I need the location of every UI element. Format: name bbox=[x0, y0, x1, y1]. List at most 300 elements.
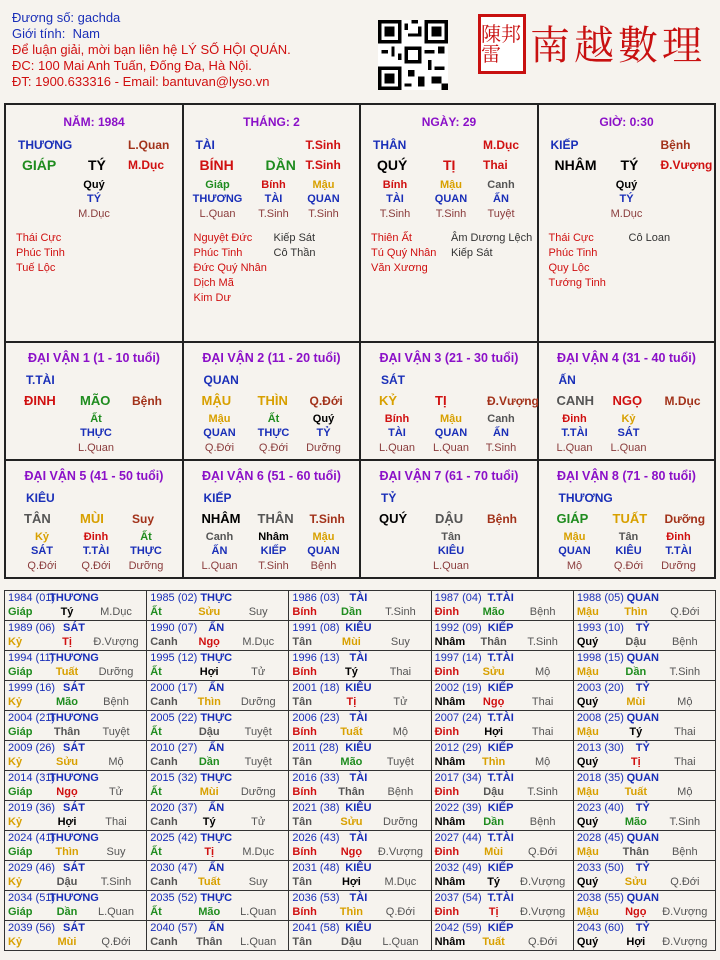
dai-van-stem: KỶ bbox=[379, 393, 398, 408]
year-stem: Tân bbox=[292, 876, 312, 888]
hidden-ten-god: TÀI bbox=[386, 193, 404, 205]
year-label: 1998 (15) bbox=[576, 652, 624, 664]
pillar-branch-stage: T.Sinh bbox=[305, 158, 341, 172]
year-ten-god: QUAN bbox=[626, 832, 660, 844]
year-cell[interactable] bbox=[147, 591, 289, 621]
pillar-branch: DẦN bbox=[265, 157, 296, 173]
hidden-stem: Ất bbox=[90, 413, 102, 425]
dai-van-branch: DẬU bbox=[435, 511, 464, 526]
year-branch: Dần bbox=[625, 666, 647, 678]
hidden-ten-god: KIÊU bbox=[437, 545, 465, 557]
annual-row bbox=[5, 681, 716, 711]
year-cell[interactable] bbox=[432, 861, 574, 891]
year-cell[interactable] bbox=[5, 801, 147, 831]
year-cell[interactable] bbox=[289, 711, 431, 741]
year-ten-god: TÀI bbox=[349, 832, 368, 844]
year-ten-god: KIÊU bbox=[345, 742, 372, 754]
dai-van-title: ĐẠI VẬN 3 (21 - 30 tuổi) bbox=[379, 351, 519, 365]
year-cell[interactable] bbox=[574, 741, 716, 771]
year-stem: Tân bbox=[292, 756, 312, 768]
year-ten-god: KIÊU bbox=[345, 862, 372, 874]
year-label: 1997 (14) bbox=[434, 652, 482, 664]
year-cell[interactable] bbox=[147, 801, 289, 831]
year-cell[interactable] bbox=[574, 591, 716, 621]
year-cell[interactable] bbox=[147, 921, 289, 951]
year-branch: Ngọ bbox=[56, 786, 78, 798]
year-cell[interactable] bbox=[5, 831, 147, 861]
year-branch: Sửu bbox=[198, 606, 221, 618]
dai-van-ten-god: ẤN bbox=[558, 373, 576, 387]
year-ten-god: TỶ bbox=[635, 682, 650, 694]
year-ten-god: TÀI bbox=[349, 892, 368, 904]
dai-van-stage: Đ.Vượng bbox=[487, 394, 539, 408]
dai-van-title: ĐẠI VẬN 8 (71 - 80 tuổi) bbox=[557, 469, 696, 483]
dai-van-3 bbox=[361, 343, 539, 461]
year-branch: Tuất bbox=[198, 876, 221, 888]
year-stage: Bệnh bbox=[529, 606, 556, 618]
hidden-ten-god: TÝ bbox=[619, 193, 634, 205]
year-branch: Mùi bbox=[199, 786, 219, 798]
year-ten-god: THỰC bbox=[200, 712, 233, 724]
year-label: 1988 (05) bbox=[576, 592, 624, 604]
year-branch: Tý bbox=[629, 726, 643, 738]
year-cell[interactable] bbox=[289, 651, 431, 681]
year-ten-god: KIẾP bbox=[487, 742, 514, 754]
year-cell[interactable] bbox=[289, 591, 431, 621]
hidden-ten-god: KIẾP bbox=[260, 545, 287, 557]
stars-left bbox=[371, 231, 436, 276]
year-branch: Dậu bbox=[56, 876, 78, 888]
hidden-stem: Quý bbox=[312, 413, 335, 425]
annual-row bbox=[5, 741, 716, 771]
hidden-stem: Mậu bbox=[563, 531, 586, 543]
dai-van-8 bbox=[539, 461, 717, 579]
dai-van-title: ĐẠI VẬN 1 (1 - 10 tuổi) bbox=[28, 351, 160, 365]
year-stem: Bính bbox=[292, 906, 317, 918]
year-stem: Kỷ bbox=[8, 636, 23, 648]
star-item: Quy Lộc bbox=[548, 262, 590, 274]
year-label: 2011 (28) bbox=[292, 742, 339, 754]
hidden-stem: Quý bbox=[83, 179, 105, 191]
year-ten-god: THƯƠNG bbox=[49, 892, 99, 904]
dai-van-4 bbox=[539, 343, 717, 461]
year-label: 1989 (06) bbox=[8, 622, 56, 634]
hidden-ten-god: THỰC bbox=[130, 545, 162, 557]
year-branch: Tý bbox=[202, 816, 216, 828]
annual-row bbox=[5, 831, 716, 861]
year-label: 2039 (56) bbox=[8, 922, 56, 934]
year-label: 1990 (07) bbox=[150, 622, 198, 634]
hidden-ten-god: KIÊU bbox=[615, 545, 642, 557]
year-branch: Tị bbox=[346, 696, 357, 708]
year-cell[interactable] bbox=[147, 891, 289, 921]
year-cell[interactable] bbox=[147, 711, 289, 741]
year-cell[interactable] bbox=[432, 831, 574, 861]
year-stem: Bính bbox=[292, 726, 317, 738]
year-cell[interactable] bbox=[289, 771, 431, 801]
year-branch: Tị bbox=[204, 846, 215, 858]
year-branch: Ngọ bbox=[198, 636, 220, 648]
year-ten-god: TỶ bbox=[635, 802, 650, 814]
year-label: 1993 (10) bbox=[576, 622, 624, 634]
year-stem: Quý bbox=[576, 816, 599, 828]
year-branch: Sửu bbox=[340, 816, 363, 828]
year-label: 2036 (53) bbox=[292, 892, 340, 904]
year-label: 2024 (41) bbox=[8, 832, 56, 844]
year-label: 1984 (01) bbox=[8, 592, 56, 604]
year-cell[interactable] bbox=[574, 711, 716, 741]
hidden-ten-god: QUAN bbox=[307, 193, 340, 205]
year-ten-god: KIÊU bbox=[345, 802, 372, 814]
star-item: Kiếp Sát bbox=[451, 247, 493, 259]
year-stage: Tuyệt bbox=[102, 726, 130, 738]
year-stage: Tuyệt bbox=[386, 756, 414, 768]
year-branch: Thân bbox=[53, 726, 81, 738]
year-branch: Tuất bbox=[340, 726, 363, 738]
year-branch: Mão bbox=[56, 696, 78, 708]
year-cell[interactable] bbox=[432, 921, 574, 951]
year-stage: Dưỡng bbox=[240, 696, 276, 708]
year-label: 1995 (12) bbox=[150, 652, 198, 664]
year-ten-god: QUAN bbox=[626, 712, 660, 724]
hidden-stem: Mậu bbox=[440, 413, 462, 425]
stars-right bbox=[629, 231, 671, 246]
year-label: 1994 (11) bbox=[8, 652, 55, 664]
year-stage: Mộ bbox=[392, 726, 409, 738]
year-stage: Dưỡng bbox=[98, 666, 134, 678]
year-ten-god: QUAN bbox=[626, 592, 660, 604]
hidden-stage: Q.Đới bbox=[258, 442, 289, 454]
year-stem: Tân bbox=[292, 696, 312, 708]
year-ten-god: SÁT bbox=[63, 742, 85, 754]
year-stem: Đinh bbox=[434, 726, 460, 738]
year-cell[interactable] bbox=[574, 801, 716, 831]
year-ten-god: THƯƠNG bbox=[49, 592, 99, 604]
year-cell[interactable] bbox=[289, 621, 431, 651]
year-cell[interactable] bbox=[5, 621, 147, 651]
year-label: 2001 (18) bbox=[292, 682, 340, 694]
year-cell[interactable] bbox=[289, 681, 431, 711]
dai-van-ten-god: QUAN bbox=[203, 373, 239, 387]
year-cell[interactable] bbox=[574, 621, 716, 651]
year-cell[interactable] bbox=[574, 651, 716, 681]
annual-row bbox=[5, 621, 716, 651]
year-cell[interactable] bbox=[574, 771, 716, 801]
year-cell[interactable] bbox=[147, 681, 289, 711]
year-branch: Tuất bbox=[624, 786, 648, 798]
dai-van-2 bbox=[184, 343, 362, 461]
year-stage: Thai bbox=[674, 726, 696, 738]
hidden-stage: Dưỡng bbox=[661, 560, 696, 572]
stars-left bbox=[16, 231, 65, 276]
dai-van-stem: NHÂM bbox=[201, 511, 241, 526]
year-label: 2006 (23) bbox=[292, 712, 340, 724]
year-branch: Thìn bbox=[482, 756, 506, 768]
year-ten-god: SÁT bbox=[63, 802, 85, 814]
hidden-ten-god: THỰC bbox=[257, 427, 290, 439]
year-stage: M.Dục bbox=[242, 846, 275, 858]
year-stage: Q.Đới bbox=[385, 906, 416, 918]
hidden-stage: Q.Đới bbox=[27, 560, 57, 572]
hidden-stem: Tân bbox=[618, 531, 639, 543]
year-stem: Nhâm bbox=[434, 696, 466, 708]
year-stage: L.Quan bbox=[240, 936, 277, 948]
year-cell[interactable] bbox=[5, 891, 147, 921]
stars-right bbox=[451, 231, 532, 261]
year-stem: Canh bbox=[150, 696, 178, 708]
year-branch: Dần bbox=[198, 756, 220, 768]
year-cell[interactable] bbox=[574, 681, 716, 711]
year-ten-god: QUAN bbox=[626, 772, 660, 784]
year-label: 2042 (59) bbox=[434, 922, 482, 934]
hidden-stage: Dưỡng bbox=[306, 442, 341, 454]
year-label: 2028 (45) bbox=[576, 832, 624, 844]
year-stage: Q.Đới bbox=[528, 846, 558, 858]
year-cell[interactable] bbox=[5, 771, 147, 801]
year-cell[interactable] bbox=[432, 801, 574, 831]
year-stem: Ất bbox=[150, 786, 162, 798]
year-stage: Dưỡng bbox=[383, 816, 418, 828]
year-cell[interactable] bbox=[574, 831, 716, 861]
star-item: Thái Cực bbox=[548, 232, 594, 244]
year-cell[interactable] bbox=[289, 921, 431, 951]
year-label: 2027 (44) bbox=[434, 832, 482, 844]
year-stem: Giáp bbox=[8, 666, 33, 678]
hidden-stage: L.Quan bbox=[432, 442, 470, 454]
hidden-stem: Mậu bbox=[312, 531, 335, 543]
year-cell[interactable] bbox=[289, 831, 431, 861]
year-label: 2037 (54) bbox=[434, 892, 482, 904]
hidden-stem: Bính bbox=[382, 179, 408, 191]
year-cell[interactable] bbox=[289, 741, 431, 771]
year-ten-god: T.TÀI bbox=[487, 712, 514, 724]
year-branch: Sửu bbox=[482, 666, 505, 678]
year-cell[interactable] bbox=[432, 591, 574, 621]
star-item: Cô Thần bbox=[273, 247, 316, 259]
hidden-stem: Quý bbox=[615, 179, 638, 191]
hidden-stem: Mậu bbox=[312, 179, 335, 191]
hidden-stage: L.Quan bbox=[77, 442, 115, 454]
year-stem: Bính bbox=[292, 846, 317, 858]
year-stem: Quý bbox=[576, 756, 599, 768]
year-stem: Đinh bbox=[434, 906, 460, 918]
year-cell[interactable] bbox=[432, 711, 574, 741]
pillar-stem: QUÝ bbox=[377, 157, 408, 173]
year-cell[interactable] bbox=[574, 891, 716, 921]
year-label: 2031 (48) bbox=[292, 862, 340, 874]
year-cell[interactable] bbox=[432, 651, 574, 681]
hidden-ten-god: ẤN bbox=[493, 193, 509, 205]
hidden-stem: Giáp bbox=[205, 179, 230, 191]
year-ten-god: THỰC bbox=[200, 892, 233, 904]
year-branch: Tuất bbox=[482, 936, 505, 948]
dai-van-stem: CANH bbox=[556, 393, 595, 408]
year-cell[interactable] bbox=[574, 861, 716, 891]
year-label: 2004 (21) bbox=[8, 712, 56, 724]
year-cell[interactable] bbox=[432, 681, 574, 711]
hidden-stem: Đinh bbox=[666, 531, 691, 543]
star-item: Kim Dư bbox=[193, 292, 231, 304]
hidden-stem: Canh bbox=[487, 179, 515, 191]
hidden-stage: Mộ bbox=[566, 560, 583, 572]
year-ten-god: T.TÀI bbox=[487, 652, 514, 664]
year-cell[interactable] bbox=[5, 861, 147, 891]
year-ten-god: THƯƠNG bbox=[49, 832, 99, 844]
year-stage: Mộ bbox=[677, 696, 693, 708]
year-stage: Mộ bbox=[534, 756, 551, 768]
year-stem: Giáp bbox=[8, 606, 33, 618]
year-stage: Bệnh bbox=[103, 696, 129, 708]
year-ten-god: T.TÀI bbox=[487, 892, 514, 904]
year-cell[interactable] bbox=[5, 741, 147, 771]
year-stage: Thai bbox=[531, 726, 554, 738]
year-cell[interactable] bbox=[5, 681, 147, 711]
year-cell[interactable] bbox=[289, 861, 431, 891]
qr-code-icon[interactable] bbox=[378, 20, 448, 90]
year-cell[interactable] bbox=[147, 861, 289, 891]
hidden-stem: Đinh bbox=[83, 531, 109, 543]
year-cell[interactable] bbox=[5, 591, 147, 621]
hidden-stem: Kỷ bbox=[621, 413, 636, 425]
year-label: 2034 (51) bbox=[8, 892, 56, 904]
year-branch: Mùi bbox=[57, 936, 77, 948]
year-cell[interactable] bbox=[289, 891, 431, 921]
year-cell[interactable] bbox=[147, 831, 289, 861]
year-stage: Đ.Vượng bbox=[662, 906, 708, 918]
dai-van-ten-god: KIẾP bbox=[203, 491, 232, 505]
pillar-stem: NHÂM bbox=[554, 157, 597, 173]
year-stem: Nhâm bbox=[434, 936, 466, 948]
year-cell[interactable] bbox=[147, 621, 289, 651]
year-ten-god: KIẾP bbox=[487, 922, 514, 934]
year-label: 2010 (27) bbox=[150, 742, 198, 754]
pillar-branch-stage: M.Dục bbox=[128, 158, 164, 172]
hidden-stage: T.Sinh bbox=[435, 208, 467, 220]
star-item: Kiếp Sát bbox=[273, 232, 316, 244]
year-stage: T.Sinh bbox=[669, 666, 701, 678]
dai-van-branch: THÂN bbox=[257, 511, 294, 526]
year-stem: Giáp bbox=[8, 906, 33, 918]
year-cell[interactable] bbox=[432, 891, 574, 921]
header-info bbox=[12, 10, 291, 90]
year-ten-god: THƯƠNG bbox=[49, 652, 99, 664]
hidden-stage: L.Quan bbox=[378, 442, 416, 454]
year-stem: Ất bbox=[150, 726, 162, 738]
year-branch: Thìn bbox=[624, 606, 648, 618]
year-stem: Tân bbox=[292, 936, 312, 948]
hidden-stage: T.Sinh bbox=[485, 442, 517, 454]
pillar-title: NĂM: 1984 bbox=[63, 115, 125, 129]
year-label: 2009 (26) bbox=[8, 742, 56, 754]
dai-van-ten-god: KIÊU bbox=[26, 491, 55, 505]
year-ten-god: ẤN bbox=[208, 742, 225, 754]
hidden-ten-god: THƯƠNG bbox=[192, 193, 243, 205]
year-branch: Ngọ bbox=[340, 846, 363, 858]
year-label: 2033 (50) bbox=[576, 862, 624, 874]
hidden-stem: Đinh bbox=[562, 413, 587, 425]
year-cell[interactable] bbox=[5, 651, 147, 681]
dai-van-stem: QUÝ bbox=[379, 511, 408, 526]
hidden-stem: Ất bbox=[267, 413, 280, 425]
year-cell[interactable] bbox=[432, 621, 574, 651]
dai-van-title: ĐẠI VẬN 5 (41 - 50 tuổi) bbox=[24, 469, 164, 483]
year-ten-god: KIẾP bbox=[487, 802, 514, 814]
star-item: Cô Loan bbox=[628, 232, 671, 244]
year-cell[interactable] bbox=[147, 771, 289, 801]
year-branch: Hợi bbox=[199, 666, 219, 678]
dai-van-stem: ĐINH bbox=[24, 393, 56, 408]
year-ten-god: TÀI bbox=[349, 712, 368, 724]
dai-van-branch: MÃO bbox=[80, 393, 111, 408]
year-stage: Đ.Vượng bbox=[93, 636, 139, 648]
hidden-stage: L.Quan bbox=[432, 560, 470, 572]
pillar-ten-god: THƯƠNG bbox=[18, 138, 73, 152]
year-stem: Tân bbox=[292, 816, 312, 828]
year-branch: Mão bbox=[340, 756, 363, 768]
phone-email-line[interactable]: ĐT: 1900.633316 - Email: bantuvan@lyso.vn bbox=[12, 74, 270, 89]
year-cell[interactable] bbox=[147, 651, 289, 681]
year-branch: Dần bbox=[483, 816, 504, 828]
year-branch: Tý bbox=[487, 876, 501, 888]
year-cell[interactable] bbox=[5, 921, 147, 951]
hidden-ten-god: T.TÀI bbox=[561, 427, 588, 439]
year-label: 1985 (02) bbox=[150, 592, 198, 604]
pillar-2 bbox=[184, 105, 362, 343]
year-label: 1986 (03) bbox=[292, 592, 340, 604]
hidden-ten-god: TỶ bbox=[316, 427, 331, 439]
year-stem: Giáp bbox=[8, 726, 33, 738]
dai-van-title: ĐẠI VẬN 7 (61 - 70 tuổi) bbox=[379, 469, 519, 483]
year-label: 2029 (46) bbox=[8, 862, 56, 874]
annual-row bbox=[5, 861, 716, 891]
year-cell[interactable] bbox=[432, 741, 574, 771]
year-stem: Canh bbox=[150, 936, 178, 948]
year-cell[interactable] bbox=[432, 771, 574, 801]
owner-line: Đương số: gachda bbox=[12, 10, 121, 25]
year-stem: Mậu bbox=[576, 786, 599, 798]
year-label: 1992 (09) bbox=[434, 622, 482, 634]
star-item: Đức Quý Nhân bbox=[193, 262, 267, 274]
year-branch: Thìn bbox=[197, 696, 221, 708]
year-branch: Dậu bbox=[341, 936, 362, 948]
year-ten-god: THƯƠNG bbox=[49, 772, 99, 784]
year-branch: Mùi bbox=[626, 696, 646, 708]
annual-row bbox=[5, 651, 716, 681]
dai-van-title: ĐẠI VẬN 4 (31 - 40 tuổi) bbox=[557, 351, 696, 365]
year-cell[interactable] bbox=[574, 921, 716, 951]
year-cell[interactable] bbox=[5, 711, 147, 741]
year-branch: Tị bbox=[488, 906, 499, 918]
hidden-stage: L.Quan bbox=[199, 208, 236, 220]
year-cell[interactable] bbox=[289, 801, 431, 831]
year-stem: Nhâm bbox=[434, 876, 466, 888]
pillar-row bbox=[6, 105, 716, 343]
year-ten-god: QUAN bbox=[626, 892, 660, 904]
annual-row bbox=[5, 591, 716, 621]
star-item: Tướng Tinh bbox=[548, 277, 606, 289]
year-branch: Hợi bbox=[484, 726, 504, 738]
hidden-ten-god: THỰC bbox=[80, 427, 112, 439]
year-stage: Tuyệt bbox=[244, 726, 272, 738]
year-stage: Bệnh bbox=[387, 786, 414, 798]
annual-row bbox=[5, 711, 716, 741]
year-label: 1999 (16) bbox=[8, 682, 56, 694]
year-branch: Thân bbox=[196, 936, 223, 948]
year-cell[interactable] bbox=[147, 741, 289, 771]
year-label: 2003 (20) bbox=[576, 682, 624, 694]
year-stage: T.Sinh bbox=[385, 606, 416, 618]
hidden-stage: L.Quan bbox=[610, 442, 647, 454]
